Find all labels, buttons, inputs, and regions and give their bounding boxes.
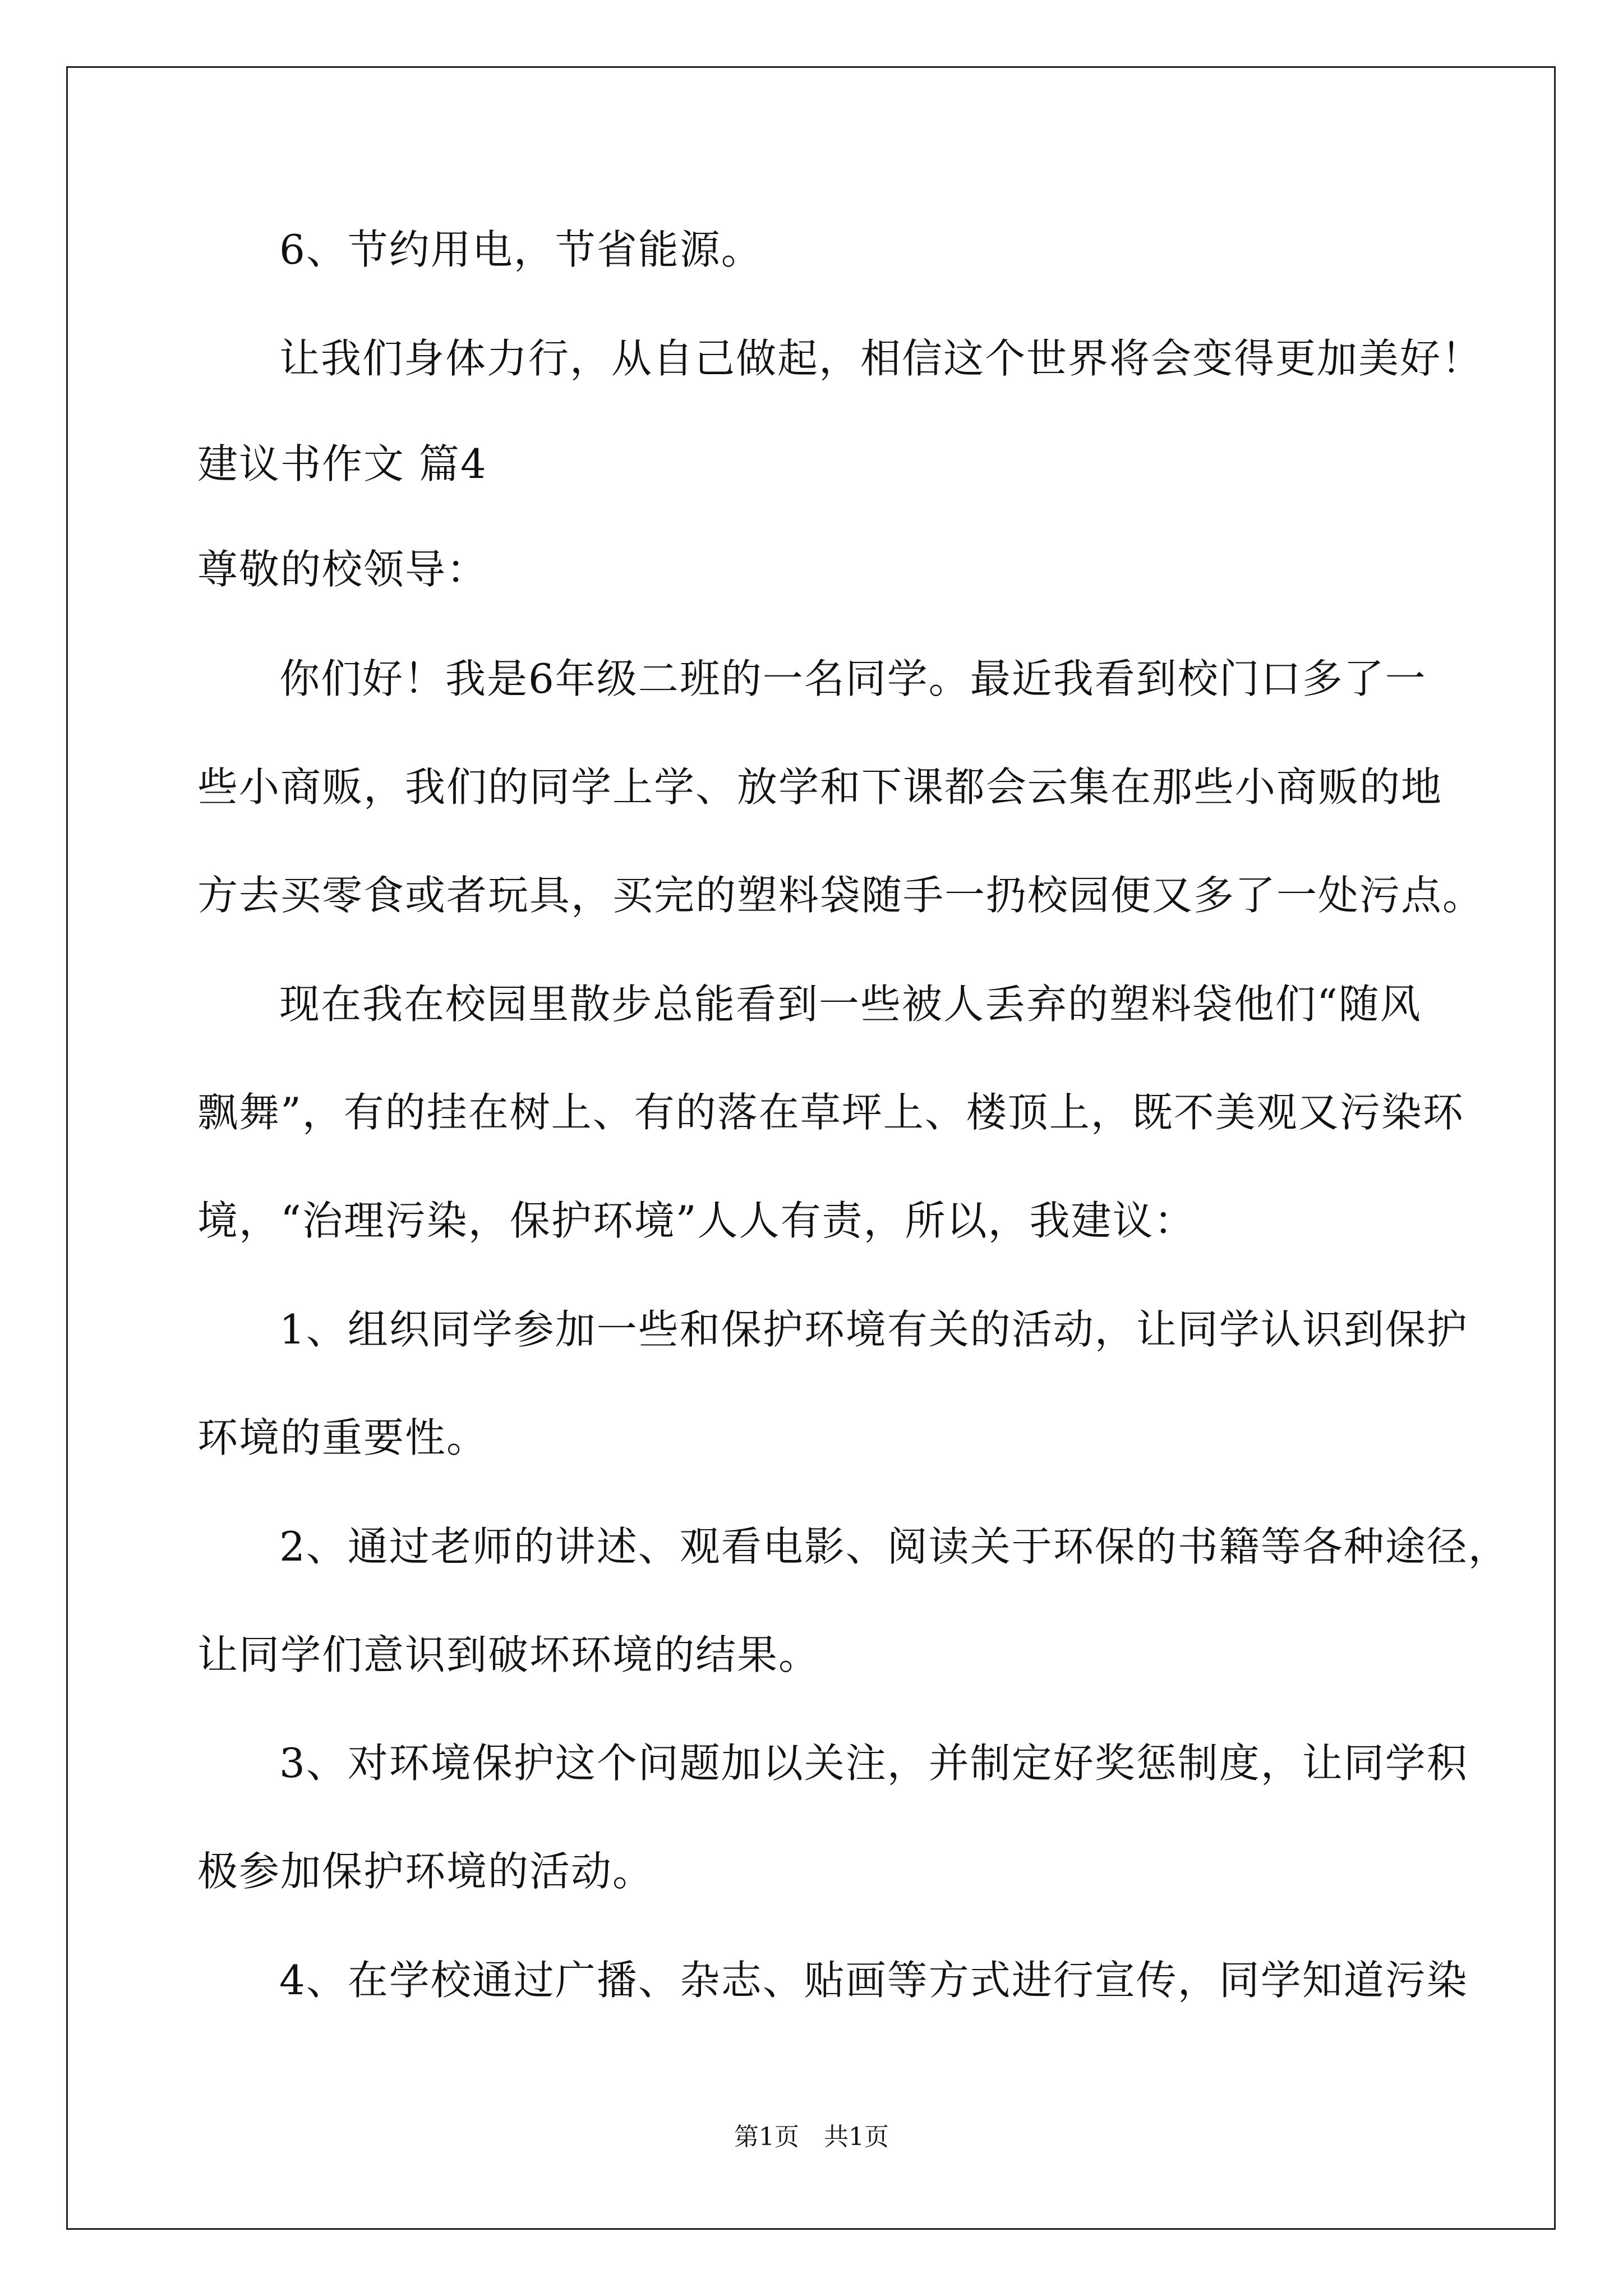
text-line: 3、对环境保护这个问题加以关注，并制定好奖惩制度，让同学积 <box>279 1740 1468 1787</box>
page-number: 第1页 共1页 <box>734 2123 889 2151</box>
text-line: 飘舞”，有的挂在树上、有的落在草坪上、楼顶上，既不美观又污染环 <box>197 1089 1464 1136</box>
salutation: 尊敬的校领导： <box>197 546 488 593</box>
text-line: 环境的重要性。 <box>197 1414 488 1461</box>
text-line: 境，“治理污染，保护环境”人人有责，所以，我建议： <box>197 1197 1196 1244</box>
text-line: 6、节约用电，节省能源。 <box>279 226 763 273</box>
text-line: 你们好！我是6年级二班的一名同学。最近我看到校门口多了一 <box>279 655 1427 702</box>
text-line: 2、通过老师的讲述、观看电影、阅读关于环保的书籍等各种途径， <box>279 1523 1510 1570</box>
text-line: 极参加保护环境的活动。 <box>197 1848 654 1895</box>
text-line: 让同学们意识到破坏环境的结果。 <box>197 1631 820 1678</box>
section-heading: 建议书作文 篇4 <box>197 440 487 487</box>
page-border <box>66 66 1556 2230</box>
text-line: 4、在学校通过广播、杂志、贴画等方式进行宣传，同学知道污染 <box>279 1957 1468 2004</box>
text-line: 让我们身体力行，从自己做起，相信这个世界将会变得更加美好！ <box>279 335 1483 382</box>
text-line: 些小商贩，我们的同学上学、放学和下课都会云集在那些小商贩的地 <box>197 763 1443 811</box>
text-line: 现在我在校园里散步总能看到一些被人丢弃的塑料袋他们“随风 <box>279 981 1422 1028</box>
text-line: 方去买零食或者玩具，买完的塑料袋随手一扔校园便又多了一处污点。 <box>197 872 1484 919</box>
text-line: 1、组织同学参加一些和保护环境有关的活动，让同学认识到保护 <box>279 1306 1468 1353</box>
